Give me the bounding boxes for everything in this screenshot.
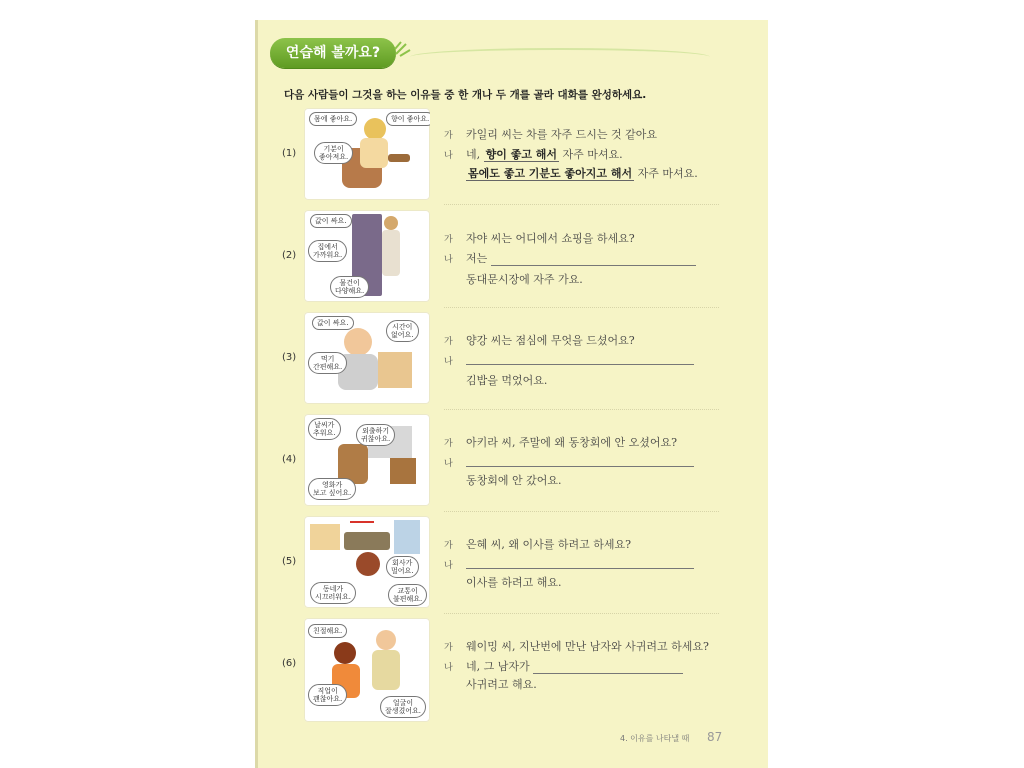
bubble: 외출하기 귀찮아요. [356, 424, 395, 446]
bubble: 친절해요. [308, 624, 347, 638]
speaker-na: 나 [444, 663, 453, 673]
answer-blank[interactable] [533, 673, 683, 674]
woman-head-shape [384, 216, 398, 230]
bubble: 날씨가 추워요. [308, 418, 341, 440]
bubble: 몸에 좋아요. [309, 112, 357, 126]
sparkle-icon [394, 40, 414, 58]
office-building-shape [394, 520, 420, 554]
exercise-number: (1) [282, 148, 297, 159]
divider [444, 307, 719, 308]
question: 카일리 씨는 차를 자주 드시는 것 같아요 [466, 128, 657, 141]
answer-suffix: 자주 마셔요. [637, 167, 698, 180]
answer-line-1 [466, 454, 694, 467]
answer-blank[interactable] [491, 265, 696, 266]
exercise-number: (2) [282, 250, 297, 261]
bubble: 집에서 가까워요. [308, 240, 347, 262]
answer-blank[interactable] [466, 466, 694, 467]
arrow-shape [350, 521, 374, 523]
answer-line-2: 사귀려고 해요. [466, 678, 537, 691]
chapter-footer: 4. 이유를 나타낼 때 [620, 734, 690, 743]
speaker-ga: 가 [444, 541, 453, 551]
exercise-3 [282, 312, 752, 410]
exercise-2 [282, 210, 752, 308]
bubble: 교통이 불편해요. [388, 584, 427, 606]
woman-head-shape [356, 552, 380, 576]
woman-body-shape [382, 230, 400, 276]
answer-blank[interactable] [466, 364, 694, 365]
question: 자야 씨는 어디에서 쇼핑을 하세요? [466, 232, 635, 245]
exercise-number: (3) [282, 352, 297, 363]
question: 아키라 씨, 주말에 왜 동창회에 안 오셨어요? [466, 436, 678, 449]
instruction: 다음 사람들이 그것을 하는 이유들 중 한 개나 두 개를 골라 대화를 완성하세요. [284, 89, 647, 101]
window-shape [378, 352, 412, 388]
answer-line-2 [466, 165, 698, 181]
illustration-couple [304, 618, 430, 722]
answer-line-2: 동대문시장에 자주 가요. [466, 273, 583, 286]
answer-prefix: 네, 그 남자가 [466, 660, 530, 673]
answer-line-1 [466, 146, 623, 162]
illustration-woman-moving [304, 516, 430, 608]
section-title: 연습해 볼까요? [270, 38, 396, 68]
handwritten-answer: 몸에도 좋고 기분도 좋아지고 해서 [468, 167, 633, 180]
illustration-woman-drinking-tea [304, 108, 430, 200]
speaker-ga: 가 [444, 643, 453, 653]
illustration-man-watching-tv [304, 414, 430, 506]
table-shape [388, 154, 410, 162]
divider [444, 409, 719, 410]
man-head-shape [344, 328, 372, 356]
answer-prefix: 저는 [466, 252, 488, 265]
bubble: 값이 싸요. [312, 316, 354, 330]
bubble: 값이 싸요. [310, 214, 352, 228]
answer-line-2: 김밥을 먹었어요. [466, 374, 548, 387]
woman-head-shape [364, 118, 386, 140]
question: 양강 씨는 점심에 무엇을 드셨어요? [466, 334, 635, 347]
page-number: 87 [707, 730, 723, 744]
speaker-ga: 가 [444, 439, 453, 449]
woman-body-shape [360, 138, 388, 168]
answer-line-1 [466, 250, 696, 266]
speaker-ga: 가 [444, 337, 453, 347]
banner-swoosh [410, 48, 710, 66]
bubble: 물건이 다양해요. [330, 276, 369, 298]
illustration-man-eating [304, 312, 430, 404]
bubble: 회사가 멀어요. [386, 556, 419, 578]
man-body-shape [372, 650, 400, 690]
house-shape [310, 524, 340, 550]
speaker-na: 나 [444, 357, 453, 367]
bubble: 동네가 시끄러워요. [310, 582, 356, 604]
exercise-number: (6) [282, 658, 297, 669]
exercise-5 [282, 516, 752, 614]
divider [444, 613, 719, 614]
divider [444, 204, 719, 205]
bubble: 기분이 좋아져요. [314, 142, 353, 164]
answer-prefix: 네, [466, 148, 481, 161]
handwritten-answer: 향이 좋고 해서 [485, 148, 558, 161]
answer-line-1 [466, 352, 694, 365]
speaker-ga: 가 [444, 235, 453, 245]
answer-line-2: 이사를 하려고 해요. [466, 576, 562, 589]
answer-line-1 [466, 556, 694, 569]
speaker-na: 나 [444, 255, 453, 265]
speaker-na: 나 [444, 561, 453, 571]
tv-stand-shape [390, 458, 416, 484]
speaker-na: 나 [444, 151, 453, 161]
bubble: 시간이 없어요. [386, 320, 419, 342]
woman-head-shape [334, 642, 356, 664]
divider [444, 511, 719, 512]
exercise-1 [282, 108, 752, 206]
answer-line-1 [466, 658, 683, 674]
answer-blank[interactable] [466, 568, 694, 569]
answer-suffix: 자주 마셔요. [562, 148, 623, 161]
bubble: 먹기 간편해요. [308, 352, 347, 374]
exercise-4 [282, 414, 752, 512]
speaker-na: 나 [444, 459, 453, 469]
section-banner [270, 38, 420, 72]
exercise-number: (5) [282, 556, 297, 567]
exercise-6 [282, 618, 752, 716]
speaker-ga: 가 [444, 131, 453, 141]
answer-line-2: 동창회에 안 갔어요. [466, 474, 562, 487]
question: 은혜 씨, 왜 이사를 하려고 하세요? [466, 538, 632, 551]
man-head-shape [376, 630, 396, 650]
bubble: 영화가 보고 싶어요. [308, 478, 356, 500]
illustration-woman-shopping [304, 210, 430, 302]
exercise-number: (4) [282, 454, 297, 465]
bubble: 향이 좋아요. [386, 112, 430, 126]
bubble: 직업이 괜찮아요. [308, 684, 347, 706]
question: 웨이밍 씨, 지난번에 만난 남자와 사귀려고 하세요? [466, 640, 709, 653]
bubble: 얼굴이 잘생겼어요. [380, 696, 426, 718]
truck-shape [344, 532, 390, 550]
